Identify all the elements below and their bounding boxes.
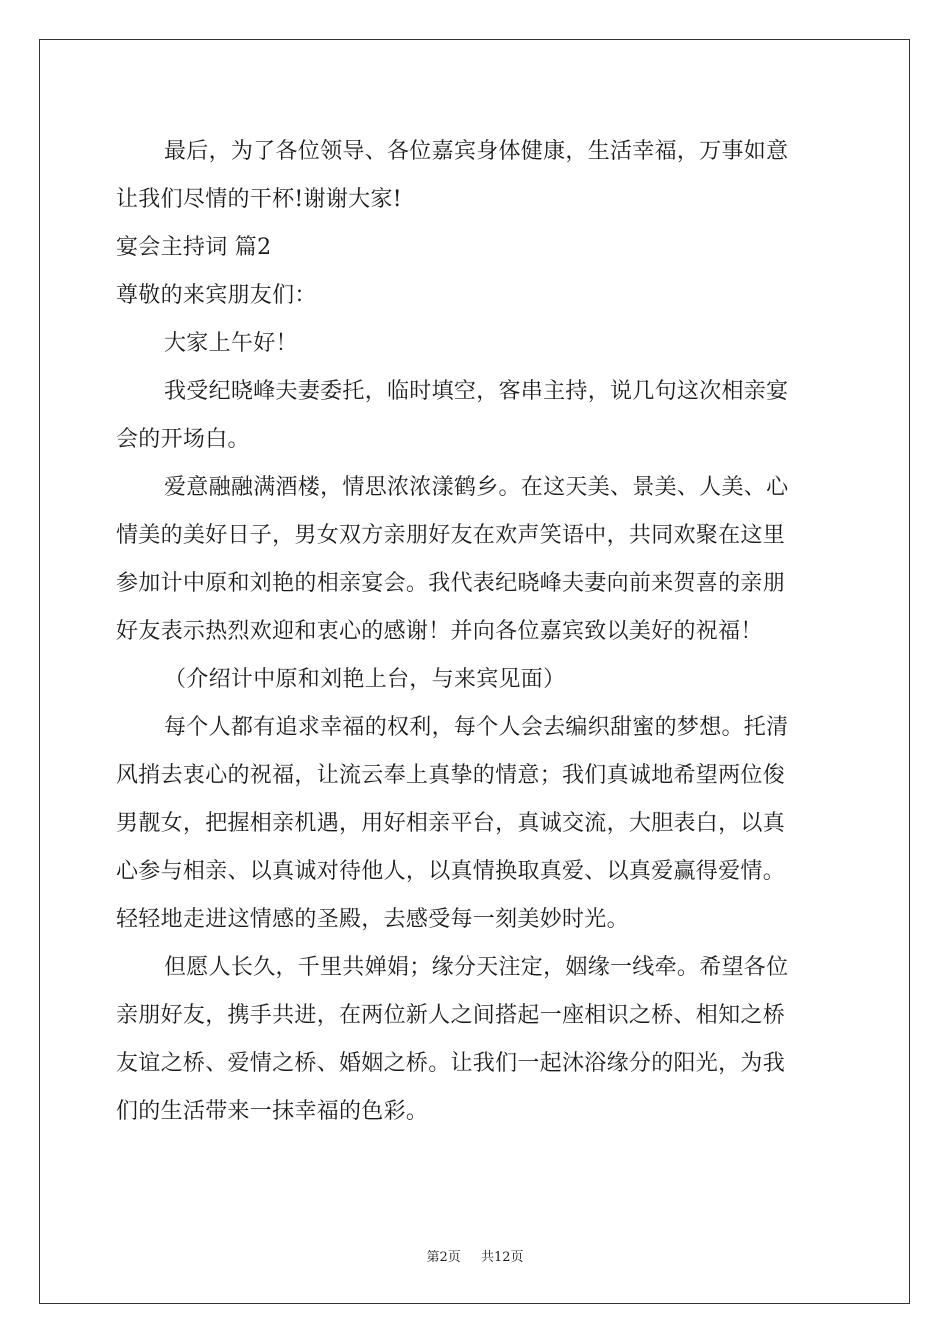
page-total: 共12页 <box>481 1250 524 1265</box>
stage-direction: （介绍计中原和刘艳上台，与来宾见面） <box>164 667 566 692</box>
page-number: 第2页 <box>426 1250 461 1265</box>
paragraph-line: 心参与相亲、以真诚对待他人，以真情换取真爱、以真爱赢得爱情。 <box>116 859 786 884</box>
paragraph-line: 最后，为了各位领导、各位嘉宾身体健康，生活幸福，万事如意 <box>164 139 789 164</box>
salutation: 尊敬的来宾朋友们： <box>116 283 317 308</box>
paragraph-line: 参加计中原和刘艳的相亲宴会。我代表纪晓峰夫妻向前来贺喜的亲朋 <box>116 571 786 596</box>
section-heading: 宴会主持词 篇2 <box>116 235 272 260</box>
paragraph-line: 轻轻地走进这情感的圣殿，去感受每一刻美妙时光。 <box>116 907 629 932</box>
paragraph-line: 但愿人长久，千里共婵娟；缘分天注定，姻缘一线牵。希望各位 <box>164 955 789 980</box>
document-body <box>116 128 836 1136</box>
paragraph-line: 情美的美好日子，男女双方亲朋好友在欢声笑语中，共同欢聚在这里 <box>116 523 786 548</box>
paragraph-line: 风捎去衷心的祝福，让流云奉上真挚的情意；我们真诚地希望两位俊 <box>116 763 786 788</box>
paragraph-line: 好友表示热烈欢迎和衷心的感谢！并向各位嘉宾致以美好的祝福！ <box>116 619 763 644</box>
paragraph-line: 亲朋好友，携手共进，在两位新人之间搭起一座相识之桥、相知之桥 <box>116 1003 786 1028</box>
paragraph-line: 友谊之桥、爱情之桥、婚姻之桥。让我们一起沐浴缘分的阳光，为我 <box>116 1051 786 1076</box>
paragraph-line: 让我们尽情的干杯!谢谢大家! <box>116 187 402 212</box>
paragraph-line: 每个人都有追求幸福的权利，每个人会去编织甜蜜的梦想。托清 <box>164 715 789 740</box>
paragraph-line: 们的生活带来一抹幸福的色彩。 <box>116 1099 429 1124</box>
paragraph-line: 我受纪晓峰夫妻委托，临时填空，客串主持，说几句这次相亲宴 <box>164 379 789 404</box>
paragraph-line: 男靓女，把握相亲机遇，用好相亲平台，真诚交流，大胆表白，以真 <box>116 811 786 836</box>
paragraph-line: 会的开场白。 <box>116 427 250 452</box>
page-footer <box>0 1246 950 1265</box>
paragraph-line: 爱意融融满酒楼，情思浓浓漾鹤乡。在这天美、景美、人美、心 <box>164 475 789 500</box>
greeting-line: 大家上午好！ <box>164 331 298 356</box>
